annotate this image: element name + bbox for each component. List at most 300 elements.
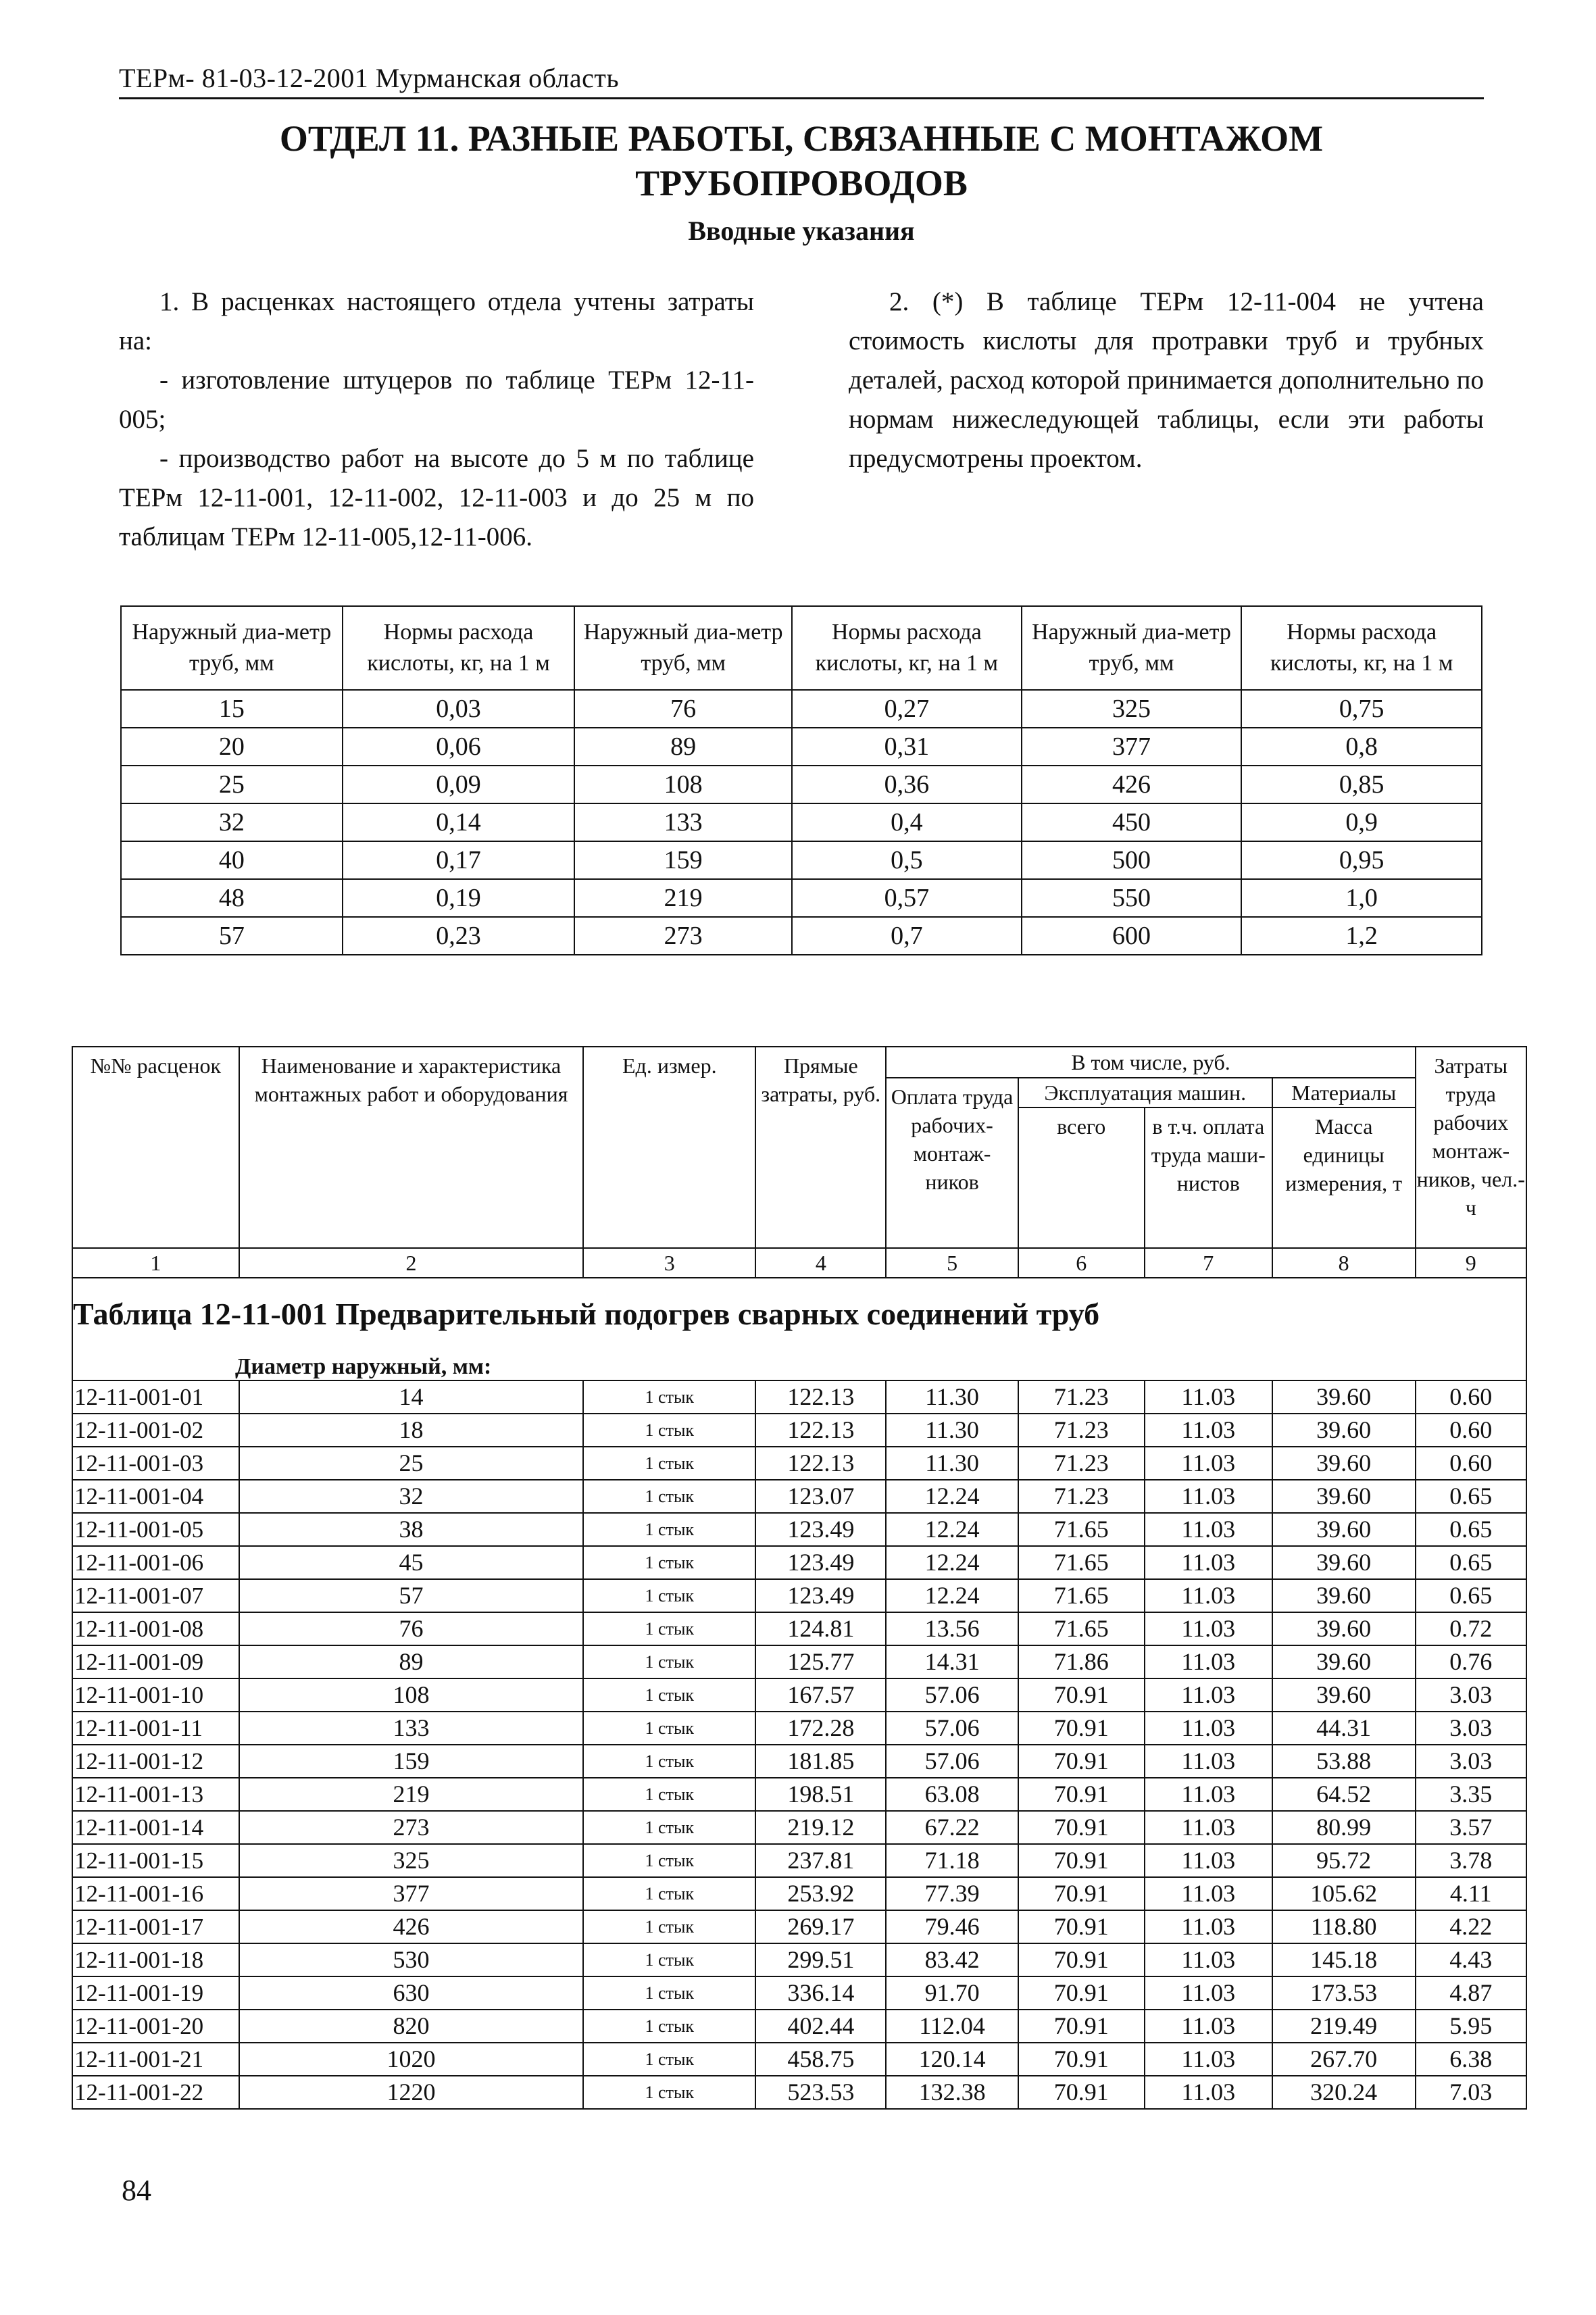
acid-header-cell: Нормы расхода кислоты, кг, на 1 м: [792, 606, 1022, 690]
acid-table-cell: 159: [574, 841, 792, 879]
table-cell: 630: [239, 1976, 584, 2010]
table-cell: 7.03: [1416, 2076, 1526, 2109]
intro-right-column: [849, 282, 1484, 478]
acid-table-cell: 0,09: [343, 766, 575, 803]
table-cell: 325: [239, 1844, 584, 1877]
column-number: 9: [1416, 1248, 1526, 1278]
table-cell: 14: [239, 1380, 584, 1414]
table-cell: 70.91: [1018, 1976, 1145, 2010]
table-cell: 4.43: [1416, 1943, 1526, 1976]
table-cell: 25: [239, 1447, 584, 1480]
table-cell: 0.76: [1416, 1645, 1526, 1678]
table-cell: 458.75: [755, 2043, 886, 2076]
table-cell: 273: [239, 1811, 584, 1844]
table-cell: 11.03: [1145, 1778, 1272, 1811]
table-cell: 70.91: [1018, 1844, 1145, 1877]
table-row: [72, 1513, 1526, 1546]
table-cell: 11.03: [1145, 1645, 1272, 1678]
table-cell: 3.03: [1416, 1745, 1526, 1778]
table-cell: 53.88: [1272, 1745, 1416, 1778]
table-cell: 3.78: [1416, 1844, 1526, 1877]
table-cell: 11.30: [886, 1380, 1018, 1414]
acid-norms-table: [120, 605, 1482, 955]
table-cell: 3.03: [1416, 1678, 1526, 1712]
acid-header-cell: Наружный диа-метр труб, мм: [121, 606, 343, 690]
table-cell: 32: [239, 1480, 584, 1513]
table-cell: 11.30: [886, 1414, 1018, 1447]
table-cell: 118.80: [1272, 1910, 1416, 1943]
table-cell: 167.57: [755, 1678, 886, 1712]
rate-code-cell: 12-11-001-13: [72, 1778, 239, 1811]
table-cell: 269.17: [755, 1910, 886, 1943]
table-cell: 39.60: [1272, 1546, 1416, 1579]
table-cell: 11.03: [1145, 2076, 1272, 2109]
table-cell: 11.03: [1145, 1910, 1272, 1943]
table-cell: 0.65: [1416, 1513, 1526, 1546]
table-cell: 71.18: [886, 1844, 1018, 1877]
rate-code-cell: 12-11-001-17: [72, 1910, 239, 1943]
table-cell: 1 стык: [583, 1678, 755, 1712]
table-title: Таблица 12-11-001 Предварительный подогрев сварных соединений труб: [72, 1278, 1526, 1349]
table-cell: 83.42: [886, 1943, 1018, 1976]
table-cell: 11.03: [1145, 1513, 1272, 1546]
acid-table-cell: 57: [121, 917, 343, 955]
acid-header-cell: Наружный диа-метр труб, мм: [1022, 606, 1242, 690]
table-cell: 12.24: [886, 1513, 1018, 1546]
rate-code-cell: 12-11-001-22: [72, 2076, 239, 2109]
table-row: [72, 1910, 1526, 1943]
table-cell: 198.51: [755, 1778, 886, 1811]
acid-table-cell: 108: [574, 766, 792, 803]
table-cell: 523.53: [755, 2076, 886, 2109]
table-cell: 11.03: [1145, 2043, 1272, 2076]
table-cell: 12.24: [886, 1579, 1018, 1612]
table-cell: 219.49: [1272, 2010, 1416, 2043]
table-cell: 39.60: [1272, 1579, 1416, 1612]
table-cell: 11.03: [1145, 1976, 1272, 2010]
table-cell: 123.49: [755, 1546, 886, 1579]
acid-table-cell: 219: [574, 879, 792, 917]
acid-table-cell: 450: [1022, 803, 1242, 841]
header-unit-mass: Масса единицы измерения, т: [1272, 1107, 1416, 1248]
table-cell: 112.04: [886, 2010, 1018, 2043]
table-row: [72, 1712, 1526, 1745]
table-cell: 1 стык: [583, 1645, 755, 1678]
table-cell: 1 стык: [583, 1976, 755, 2010]
rate-code-cell: 12-11-001-14: [72, 1811, 239, 1844]
table-cell: 11.03: [1145, 1579, 1272, 1612]
table-row: [72, 1943, 1526, 1976]
table-cell: 1 стык: [583, 1480, 755, 1513]
rate-code-cell: 12-11-001-21: [72, 2043, 239, 2076]
table-cell: 70.91: [1018, 1778, 1145, 1811]
table-cell: 11.03: [1145, 2010, 1272, 2043]
table-cell: 39.60: [1272, 1380, 1416, 1414]
table-cell: 70.91: [1018, 1910, 1145, 1943]
table-cell: 124.81: [755, 1612, 886, 1645]
table-cell: 70.91: [1018, 1877, 1145, 1910]
table-row: [72, 1778, 1526, 1811]
acid-table-cell: 15: [121, 690, 343, 728]
table-row: [72, 1877, 1526, 1910]
table-cell: 57.06: [886, 1678, 1018, 1712]
table-cell: 70.91: [1018, 1943, 1145, 1976]
table-cell: 173.53: [1272, 1976, 1416, 2010]
table-cell: 1 стык: [583, 1380, 755, 1414]
table-cell: 13.56: [886, 1612, 1018, 1645]
table-cell: 11.03: [1145, 1745, 1272, 1778]
acid-table-cell: 1,2: [1241, 917, 1482, 955]
table-cell: 11.03: [1145, 1943, 1272, 1976]
acid-table-cell: 25: [121, 766, 343, 803]
table-cell: 122.13: [755, 1380, 886, 1414]
rate-code-cell: 12-11-001-16: [72, 1877, 239, 1910]
table-cell: 39.60: [1272, 1480, 1416, 1513]
header-labor-cost: Затраты труда рабочих монтаж-ников, чел.-ч: [1416, 1047, 1526, 1248]
table-cell: 1 стык: [583, 2010, 755, 2043]
table-cell: 336.14: [755, 1976, 886, 2010]
acid-table-cell: 0,19: [343, 879, 575, 917]
table-subheading: Диаметр наружный, мм:: [72, 1349, 1526, 1380]
table-cell: 70.91: [1018, 1745, 1145, 1778]
table-cell: 530: [239, 1943, 584, 1976]
table-row: [72, 1480, 1526, 1513]
table-cell: 70.91: [1018, 2076, 1145, 2109]
table-cell: 70.91: [1018, 1678, 1145, 1712]
table-cell: 1 стык: [583, 1745, 755, 1778]
table-row: [72, 1811, 1526, 1844]
acid-table-cell: 273: [574, 917, 792, 955]
table-cell: 39.60: [1272, 1513, 1416, 1546]
table-cell: 12.24: [886, 1480, 1018, 1513]
table-cell: 5.95: [1416, 2010, 1526, 2043]
table-cell: 89: [239, 1645, 584, 1678]
table-cell: 219.12: [755, 1811, 886, 1844]
table-cell: 145.18: [1272, 1943, 1416, 1976]
table-cell: 1220: [239, 2076, 584, 2109]
table-cell: 1 стык: [583, 1612, 755, 1645]
table-row: [72, 2043, 1526, 2076]
table-cell: 1 стык: [583, 1811, 755, 1844]
acid-table-row: [121, 690, 1482, 728]
acid-table-cell: 0,31: [792, 728, 1022, 766]
rate-code-cell: 12-11-001-10: [72, 1678, 239, 1712]
header-machines: Эксплуатация машин.: [1018, 1078, 1272, 1107]
table-cell: 0.60: [1416, 1380, 1526, 1414]
acid-table-row: [121, 841, 1482, 879]
rate-code-cell: 12-11-001-19: [72, 1976, 239, 2010]
table-cell: 4.22: [1416, 1910, 1526, 1943]
table-cell: 1 стык: [583, 2043, 755, 2076]
table-cell: 57.06: [886, 1712, 1018, 1745]
acid-table-cell: 0,85: [1241, 766, 1482, 803]
table-cell: 39.60: [1272, 1447, 1416, 1480]
acid-table-cell: 0,4: [792, 803, 1022, 841]
table-cell: 63.08: [886, 1778, 1018, 1811]
header-machinist-pay: в т.ч. оплата труда маши-нистов: [1145, 1107, 1272, 1248]
table-cell: 0.60: [1416, 1414, 1526, 1447]
table-cell: 11.03: [1145, 1678, 1272, 1712]
table-cell: 1 стык: [583, 1579, 755, 1612]
rate-code-cell: 12-11-001-03: [72, 1447, 239, 1480]
rate-code-cell: 12-11-001-07: [72, 1579, 239, 1612]
acid-table-cell: 0,57: [792, 879, 1022, 917]
table-cell: 123.49: [755, 1513, 886, 1546]
acid-table-cell: 133: [574, 803, 792, 841]
header-unit: Ед. измер.: [583, 1047, 755, 1248]
table-row: [72, 2076, 1526, 2109]
table-cell: 11.03: [1145, 1414, 1272, 1447]
acid-table-cell: 550: [1022, 879, 1242, 917]
acid-table-cell: 0,75: [1241, 690, 1482, 728]
acid-table-cell: 0,36: [792, 766, 1022, 803]
table-cell: 320.24: [1272, 2076, 1416, 2109]
header-direct-costs: Прямые затраты, руб.: [755, 1047, 886, 1248]
table-cell: 1 стык: [583, 2076, 755, 2109]
table-cell: 39.60: [1272, 1678, 1416, 1712]
table-cell: 219: [239, 1778, 584, 1811]
table-cell: 122.13: [755, 1447, 886, 1480]
table-cell: 1 стык: [583, 1513, 755, 1546]
acid-table-cell: 0,7: [792, 917, 1022, 955]
table-cell: 1 стык: [583, 1447, 755, 1480]
table-cell: 122.13: [755, 1414, 886, 1447]
table-cell: 39.60: [1272, 1414, 1416, 1447]
table-cell: 80.99: [1272, 1811, 1416, 1844]
table-cell: 14.31: [886, 1645, 1018, 1678]
table-cell: 70.91: [1018, 2010, 1145, 2043]
rate-code-cell: 12-11-001-01: [72, 1380, 239, 1414]
table-cell: 1 стык: [583, 1546, 755, 1579]
table-cell: 181.85: [755, 1745, 886, 1778]
acid-table-cell: 377: [1022, 728, 1242, 766]
table-cell: 120.14: [886, 2043, 1018, 2076]
acid-header-cell: Нормы расхода кислоты, кг, на 1 м: [343, 606, 575, 690]
column-number-row: [72, 1248, 1526, 1278]
table-cell: 11.03: [1145, 1480, 1272, 1513]
acid-header-cell: Нормы расхода кислоты, кг, на 1 м: [1241, 606, 1482, 690]
table-cell: 133: [239, 1712, 584, 1745]
table-row: [72, 1976, 1526, 2010]
section-subtitle: Вводные указания: [688, 216, 915, 246]
table-row: [72, 2010, 1526, 2043]
table-cell: 11.03: [1145, 1612, 1272, 1645]
acid-table-cell: 0,17: [343, 841, 575, 879]
intro-paragraph: 2. (*) В таблице ТЕРм 12-11-004 не учтена стоимость кислоты для протравки труб и трубных деталей, расход которой принимается дополнительно по нормам нижеследующей таблицы, если эти работы предусмотрены проектом.: [849, 287, 1484, 473]
table-row: [72, 1745, 1526, 1778]
rate-code-cell: 12-11-001-08: [72, 1612, 239, 1645]
table-row: [72, 1579, 1526, 1612]
table-cell: 108: [239, 1678, 584, 1712]
table-cell: 4.11: [1416, 1877, 1526, 1910]
header-including: В том числе, руб.: [886, 1047, 1415, 1078]
table-cell: 44.31: [1272, 1712, 1416, 1745]
table-cell: 426: [239, 1910, 584, 1943]
section-title: [119, 116, 1484, 205]
acid-table-cell: 0,23: [343, 917, 575, 955]
acid-table-row: [121, 728, 1482, 766]
acid-table-cell: 0,5: [792, 841, 1022, 879]
table-cell: 12.24: [886, 1546, 1018, 1579]
table-cell: 71.23: [1018, 1414, 1145, 1447]
acid-table-cell: 426: [1022, 766, 1242, 803]
acid-table-cell: 0,06: [343, 728, 575, 766]
acid-table-cell: 0,9: [1241, 803, 1482, 841]
acid-table-row: [121, 803, 1482, 841]
table-cell: 4.87: [1416, 1976, 1526, 2010]
column-number: 6: [1018, 1248, 1145, 1278]
column-number: 7: [1145, 1248, 1272, 1278]
table-cell: 11.03: [1145, 1546, 1272, 1579]
header-machines-total: всего: [1018, 1107, 1145, 1248]
table-cell: 1 стык: [583, 1943, 755, 1976]
table-cell: 0.60: [1416, 1447, 1526, 1480]
rate-code-cell: 12-11-001-12: [72, 1745, 239, 1778]
column-number: 2: [239, 1248, 584, 1278]
acid-table-cell: 500: [1022, 841, 1242, 879]
table-cell: 64.52: [1272, 1778, 1416, 1811]
rate-code-cell: 12-11-001-04: [72, 1480, 239, 1513]
acid-header-cell: Наружный диа-метр труб, мм: [574, 606, 792, 690]
header-rule: [119, 97, 1484, 99]
table-cell: 77.39: [886, 1877, 1018, 1910]
intro-paragraph: - изготовление штуцеров по таблице ТЕРм 12-11-005;: [119, 366, 754, 434]
table-cell: 1020: [239, 2043, 584, 2076]
table-cell: 70.91: [1018, 1811, 1145, 1844]
table-cell: 39.60: [1272, 1645, 1416, 1678]
table-cell: 11.03: [1145, 1844, 1272, 1877]
header-worker-pay: Оплата труда рабочих-монтаж-ников: [886, 1078, 1018, 1248]
table-cell: 38: [239, 1513, 584, 1546]
table-row: [72, 1447, 1526, 1480]
table-cell: 11.03: [1145, 1447, 1272, 1480]
table-cell: 125.77: [755, 1645, 886, 1678]
table-cell: 11.03: [1145, 1877, 1272, 1910]
table-row: [72, 1380, 1526, 1414]
acid-table-cell: 40: [121, 841, 343, 879]
table-cell: 91.70: [886, 1976, 1018, 2010]
running-header: ТЕРм- 81-03-12-2001 Мурманская область: [119, 63, 620, 93]
column-number: 5: [886, 1248, 1018, 1278]
table-cell: 0.65: [1416, 1546, 1526, 1579]
table-cell: 71.23: [1018, 1480, 1145, 1513]
acid-table-cell: 1,0: [1241, 879, 1482, 917]
table-cell: 267.70: [1272, 2043, 1416, 2076]
acid-table-row: [121, 766, 1482, 803]
table-cell: 71.23: [1018, 1447, 1145, 1480]
table-cell: 11.03: [1145, 1811, 1272, 1844]
acid-table-row: [121, 879, 1482, 917]
rate-code-cell: 12-11-001-15: [72, 1844, 239, 1877]
table-cell: 71.86: [1018, 1645, 1145, 1678]
table-cell: 1 стык: [583, 1414, 755, 1447]
rate-code-cell: 12-11-001-02: [72, 1414, 239, 1447]
acid-table-cell: 0,95: [1241, 841, 1482, 879]
acid-table-cell: 48: [121, 879, 343, 917]
table-cell: 3.35: [1416, 1778, 1526, 1811]
table-row: [72, 1844, 1526, 1877]
table-cell: 1 стык: [583, 1712, 755, 1745]
header-rate-number: №№ расценок: [72, 1047, 239, 1248]
table-cell: 253.92: [755, 1877, 886, 1910]
table-cell: 123.07: [755, 1480, 886, 1513]
table-cell: 71.23: [1018, 1380, 1145, 1414]
column-number: 4: [755, 1248, 886, 1278]
table-cell: 0.65: [1416, 1480, 1526, 1513]
table-cell: 105.62: [1272, 1877, 1416, 1910]
rate-code-cell: 12-11-001-05: [72, 1513, 239, 1546]
acid-table-cell: 0,8: [1241, 728, 1482, 766]
rate-code-cell: 12-11-001-06: [72, 1546, 239, 1579]
table-cell: 79.46: [886, 1910, 1018, 1943]
table-cell: 11.30: [886, 1447, 1018, 1480]
table-cell: 172.28: [755, 1712, 886, 1745]
table-row: [72, 1645, 1526, 1678]
table-cell: 159: [239, 1745, 584, 1778]
table-cell: 76: [239, 1612, 584, 1645]
column-number: 8: [1272, 1248, 1416, 1278]
section-title-line2: ТРУБОПРОВОДОВ: [635, 163, 968, 203]
table-cell: 299.51: [755, 1943, 886, 1976]
acid-table-cell: 600: [1022, 917, 1242, 955]
rate-code-cell: 12-11-001-09: [72, 1645, 239, 1678]
table-cell: 820: [239, 2010, 584, 2043]
table-cell: 1 стык: [583, 1877, 755, 1910]
intro-paragraph: 1. В расценках настоящего отдела учтены затраты на:: [119, 287, 754, 355]
acid-table-cell: 0,03: [343, 690, 575, 728]
table-cell: 70.91: [1018, 1712, 1145, 1745]
table-cell: 11.03: [1145, 1380, 1272, 1414]
table-cell: 71.65: [1018, 1612, 1145, 1645]
table-cell: 402.44: [755, 2010, 886, 2043]
acid-table-cell: 76: [574, 690, 792, 728]
column-number: 1: [72, 1248, 239, 1278]
table-cell: 0.72: [1416, 1612, 1526, 1645]
table-cell: 95.72: [1272, 1844, 1416, 1877]
table-cell: 237.81: [755, 1844, 886, 1877]
table-cell: 0.65: [1416, 1579, 1526, 1612]
intro-paragraph: - производство работ на высоте до 5 м по таблице ТЕРм 12-11-001, 12-11-002, 12-11-003 и до 25 м по таблицам ТЕРм 12-11-005,12-11-006.: [119, 444, 754, 551]
table-cell: 67.22: [886, 1811, 1018, 1844]
table-row: [72, 1546, 1526, 1579]
acid-table-cell: 32: [121, 803, 343, 841]
table-cell: 132.38: [886, 2076, 1018, 2109]
table-cell: 18: [239, 1414, 584, 1447]
column-number: 3: [583, 1248, 755, 1278]
acid-table-cell: 20: [121, 728, 343, 766]
rate-code-cell: 12-11-001-20: [72, 2010, 239, 2043]
acid-table-row: [121, 917, 1482, 955]
table-cell: 39.60: [1272, 1612, 1416, 1645]
table-cell: 3.03: [1416, 1712, 1526, 1745]
table-row: [72, 1414, 1526, 1447]
table-cell: 57.06: [886, 1745, 1018, 1778]
table-cell: 70.91: [1018, 2043, 1145, 2076]
table-cell: 1 стык: [583, 1778, 755, 1811]
table-cell: 45: [239, 1546, 584, 1579]
rate-code-cell: 12-11-001-18: [72, 1943, 239, 1976]
acid-table-cell: 0,27: [792, 690, 1022, 728]
header-materials: Материалы: [1272, 1078, 1416, 1107]
acid-table-cell: 325: [1022, 690, 1242, 728]
table-row: [72, 1612, 1526, 1645]
table-cell: 71.65: [1018, 1546, 1145, 1579]
table-cell: 377: [239, 1877, 584, 1910]
table-row: [72, 1678, 1526, 1712]
price-table: [72, 1046, 1527, 2110]
section-title-line1: ОТДЕЛ 11. РАЗНЫЕ РАБОТЫ, СВЯЗАННЫЕ С МОНТАЖОМ: [279, 118, 1324, 159]
table-cell: 71.65: [1018, 1513, 1145, 1546]
